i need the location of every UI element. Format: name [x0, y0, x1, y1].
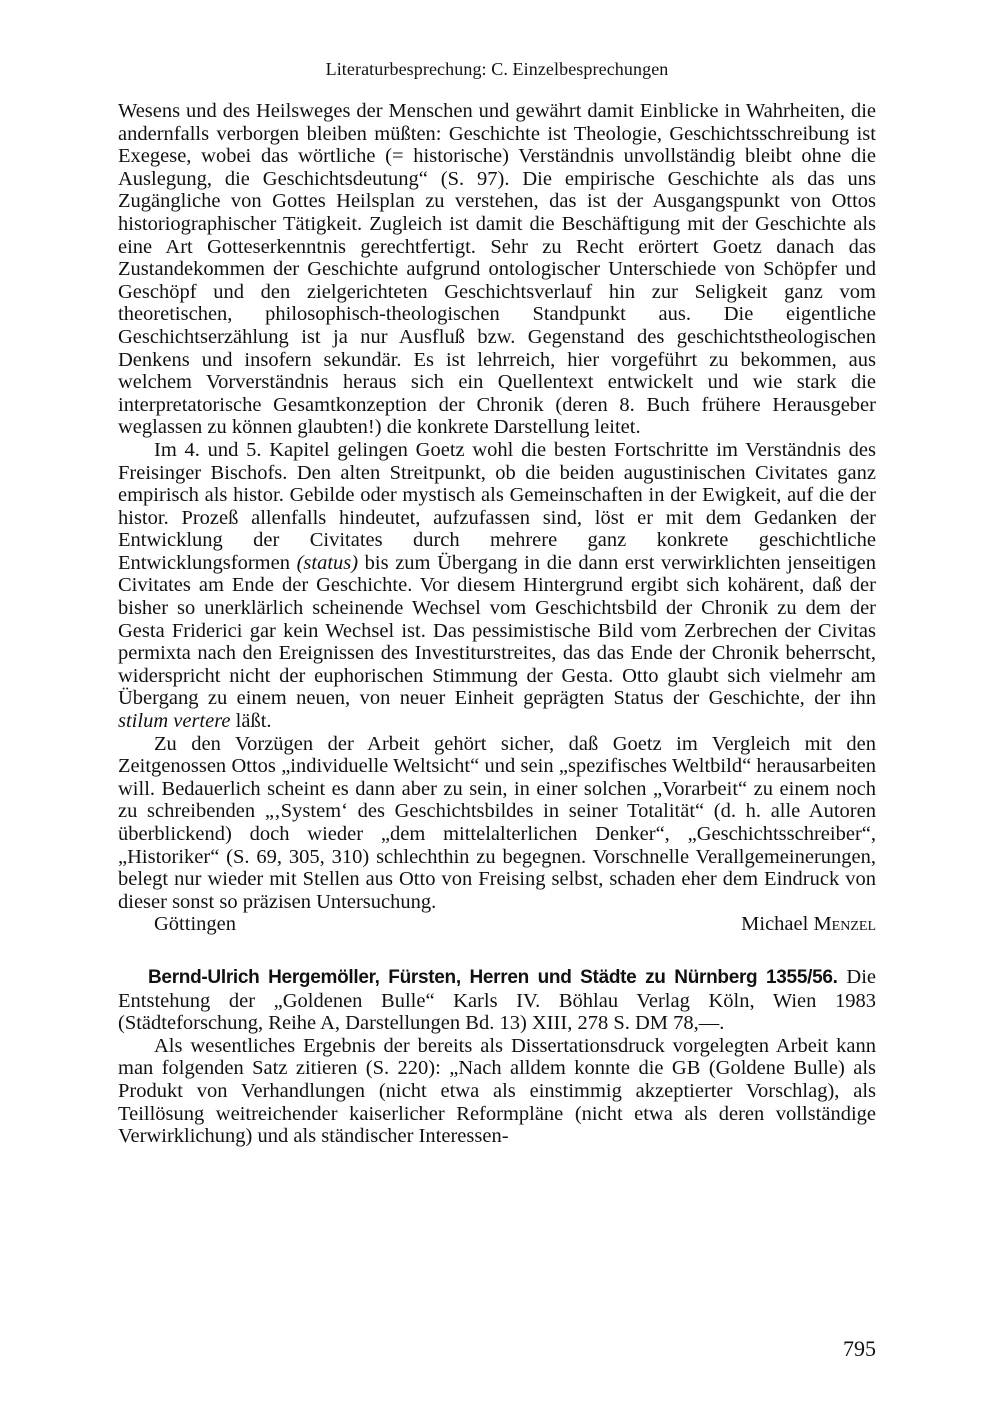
document-page	[118, 0, 876, 1419]
paragraph-1: Wesens und des Heilsweges der Menschen und gewährt damit Einblicke in Wahrheiten, die andernfalls verborgen bleiben müßten: Geschichte ist Theologie, Geschichtsschreibung ist Exegese, wobei das wörtliche (= historische) Verständnis unvollständig bleibt ohne die Auslegung, die Geschichtsdeutung“ (S. 97). Die empirische Geschichte als das uns Zugängliche von Gottes Heilsplan zu verstehen, das ist der Ausgangspunkt von Ottos historiographischer Tätigkeit. Zugleich ist damit die Beschäftigung mit der Geschichte als eine Art Gotteserkenntnis gerechtfertigt. Sehr zu Recht erörtert Goetz danach das Zustandekommen der Geschichte aufgrund ontologischer Unterschiede von Schöpfer und Geschöpf und den zielgerichteten Geschichtsverlauf hin zur Seligkeit ganz vom theoretischen, philosophisch-theologischen Standpunkt aus. Die eigentliche Geschichtserzählung ist ja nur Ausfluß bzw. Gegenstand des geschichtstheologischen Denkens und insofern sekundär. Es ist lehrreich, hier vorgeführt zu bekommen, aus welchem Vorverständnis heraus sich ein Quellentext entwickelt und wie stark die interpretatorische Gesamtkonzeption der Chronik (deren 8. Buch frühere Herausgeber weglassen zu können glaubten!) die konkrete Darstellung leitet.	[118, 100, 876, 439]
author-first-name: Michael	[741, 913, 809, 936]
next-review-title: Bernd-Ulrich Hergemöller, Fürsten, Herren und Städte zu Nürnberg 1355/56.	[148, 966, 838, 988]
paragraph-3: Zu den Vorzügen der Arbeit gehört sicher, daß Goetz im Vergleich mit den Zeitgenossen Ottos „individuelle Weltsicht“ und sein „spezifisches Weltbild“ herausarbeiten will. Bedauerlich scheint es dann aber zu sein, in einer solchen „Vorarbeit“ zu einem noch zu schreibenden „‚System‘ des Geschichtsbildes in seiner Totalität“ (d. h. alle Autoren überblickend) doch wieder „dem mittelalterlichen Denker“, „Geschichtsschreiber“, „Historiker“ (S. 69, 305, 310) schlechthin zu begegnen. Vorschnelle Verallgemeinerungen, belegt nur wieder mit Stellen aus Otto von Freising selbst, schaden eher dem Eindruck von dieser sonst so präzisen Untersuchung.	[118, 732, 876, 913]
signature-place: Göttingen	[154, 913, 236, 936]
paragraph-2-start: Im 4. und 5. Kapitel gelingen Goetz wohl die besten Fortschritte im Verständnis des Freisinger Bischofs. Den alten Streitpunkt, ob die beiden augustinischen Civitates ganz empirisch als histor. Gebilde oder mystisch als Gemeinschaften in der Ewigkeit, auf die der histor. Prozeß allenfalls hindeutet, aufzufassen sind, löst er mit dem Gedanken der Entwicklung der Civitates durch mehrere ganz konkrete geschichtliche Entwicklungsformen	[118, 438, 876, 574]
review-signature	[118, 913, 876, 936]
paragraph-2	[118, 439, 876, 733]
author-last-name: Menzel	[813, 913, 876, 936]
next-review-heading	[118, 966, 876, 1035]
status-term: (status)	[296, 551, 359, 574]
running-header: Literaturbesprechung: C. Einzelbesprechungen	[325, 59, 669, 79]
body-text	[118, 100, 876, 1148]
signature-author	[741, 913, 876, 936]
next-review-paragraph-1: Als wesentliches Ergebnis der bereits als Dissertationsdruck vorgelegten Arbeit kann man folgenden Satz zitieren (S. 220): „Nach alldem konnte die GB (Goldene Bulle) als Produkt von Verhandlungen (nicht etwa als einstimmig akzeptierter Vorschlag), als Teillösung weitreichender kaiserlicher Reformpläne (nicht etwa als deren vollständige Verwirklichung) und als ständischer Interessen-	[118, 1034, 876, 1148]
paragraph-2-end: läßt.	[230, 710, 272, 733]
stilum-vertere-term: stilum vertere	[118, 710, 231, 733]
paragraph-2-middle: bis zum Übergang in die dann erst verwirklichten jenseitigen Civitates am Ende der Geschichte. Vor diesem Hintergrund ergibt sich kohärent, daß der bisher so unerklärlich scheinende Wechsel vom Geschichtsbild der Chronik zu dem der Gesta Friderici gar kein Wechsel ist. Das pessimistische Bild vom Zerbrechen der Civitas permixta nach den Ereignissen des Investiturstreites, das das Ende der Chronik beherrscht, widerspricht nicht der euphorischen Stimmung der Gesta. Otto glaubt sich vielmehr am Übergang zu einem neuen, von neuer Einheit geprägten Status der Geschichte, der ihn	[118, 551, 876, 710]
next-review-bibliography: Die Entstehung der „Goldenen Bulle“ Karls IV. Böhlau Verlag Köln, Wien 1983 (Städteforschung, Reihe A, Darstellungen Bd. 13) XIII, 278 S. DM 78,—.	[118, 965, 876, 1035]
page-number: 795	[843, 1336, 876, 1361]
